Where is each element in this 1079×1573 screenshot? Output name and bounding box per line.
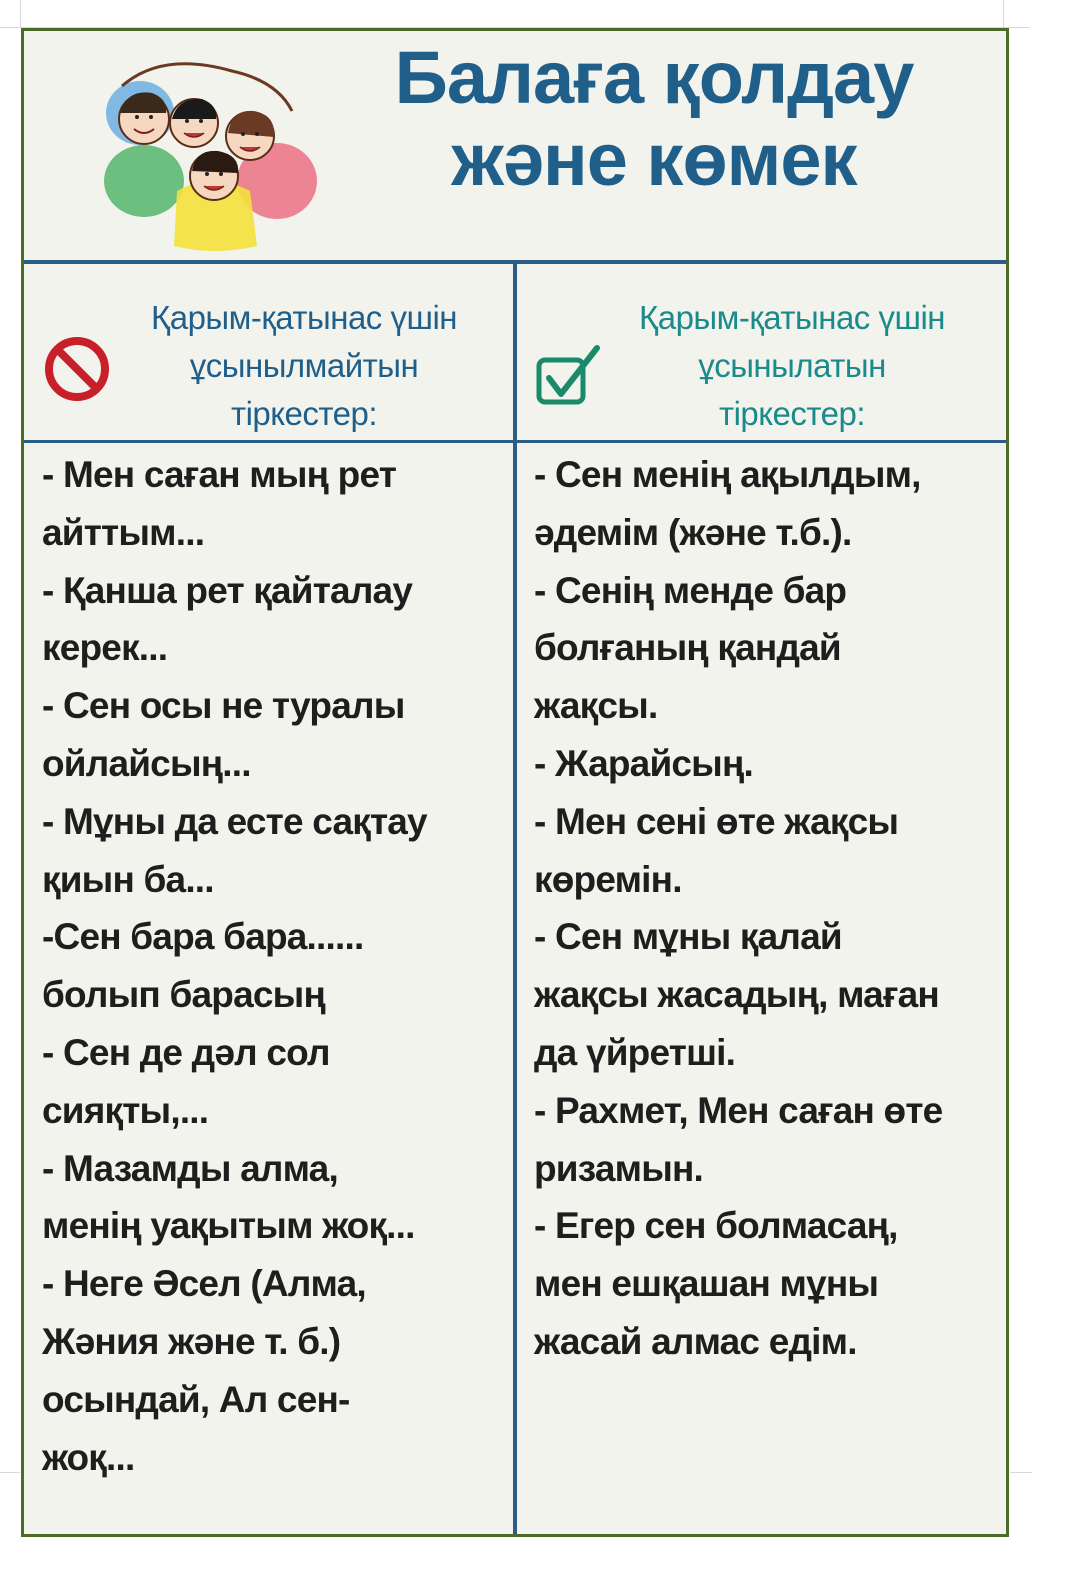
scan-line-bottom-right: [1010, 1472, 1032, 1473]
phrase-line: - Мен сені өте жақсы: [534, 800, 899, 842]
phrase-line: айттым...: [42, 511, 205, 553]
phrase-line: керек...: [42, 627, 168, 669]
phrase-line: сияқты,...: [42, 1089, 209, 1131]
phrase-line: - Сен де дәл сол: [42, 1031, 330, 1073]
not-recommended-heading-text: [94, 294, 514, 438]
recommended-phrases: [534, 446, 1004, 1371]
title-line-2: және көмек: [451, 118, 857, 201]
phrase-line: - Сен мұны қалай: [534, 916, 842, 958]
phrase-line: - Жарайсың.: [534, 742, 753, 784]
phrase-line: болып барасың: [42, 974, 325, 1016]
phrase-line: қиын ба...: [42, 858, 214, 900]
heading-line: ұсынылмайтын: [189, 347, 419, 384]
poster-header: [24, 31, 1006, 261]
recommended-heading-text: [577, 294, 1007, 438]
phrase-line: - Сенің менде бар: [534, 569, 847, 611]
phrase-line: -Сен бара бара......: [42, 916, 364, 958]
phrase-line: - Сен осы не туралы: [42, 685, 405, 727]
heading-line: тіркестер:: [718, 395, 866, 432]
phrase-line: - Сен менің ақылдым,: [534, 454, 921, 495]
not-recommended-heading: [24, 264, 514, 440]
phrase-line: - Мен саған мың рет: [42, 454, 397, 495]
phrase-line: әдемім (және т.б.).: [534, 511, 852, 553]
phrase-line: - Қанша рет қайталау: [42, 569, 413, 611]
phrase-line: осындай, Ал сен-: [42, 1378, 350, 1420]
scan-line-right: [1003, 0, 1004, 27]
scan-line-left: [20, 0, 21, 27]
phrase-line: - Мазамды алма,: [42, 1147, 338, 1189]
phrase-line: болғаның қандай: [534, 627, 841, 669]
heading-line: тіркестер:: [230, 395, 378, 432]
children-illustration: [82, 41, 327, 256]
title-line-1: Балаға қолдау: [394, 36, 914, 119]
column-divider: [513, 264, 517, 1534]
phrase-line: жақсы.: [534, 685, 658, 727]
phrase-list: [534, 446, 1004, 1371]
phrase-line: - Мұны да есте сақтау: [42, 800, 427, 842]
phrase-list: [42, 446, 507, 1486]
not-recommended-phrases: [42, 446, 507, 1486]
phrase-line: ризамын.: [534, 1147, 704, 1189]
poster-card: [21, 28, 1009, 1537]
heading-line: Қарым-қатынас үшін: [639, 299, 945, 336]
scan-line-bottom-left: [0, 1472, 20, 1473]
phrase-line: менің уақытым жоқ...: [42, 1205, 415, 1247]
phrase-line: мен ешқашан мұны: [534, 1263, 879, 1305]
phrase-line: - Неге Әсел (Алма,: [42, 1263, 366, 1305]
phrase-line: жасай алмас едім.: [534, 1320, 857, 1362]
heading-line: ұсынылатын: [698, 347, 886, 384]
phrase-line: Жәния және т. б.): [42, 1320, 341, 1362]
phrase-line: - Егер сен болмасаң,: [534, 1205, 898, 1247]
poster-title: [344, 37, 964, 201]
phrase-line: көремін.: [534, 858, 682, 900]
heading-line: Қарым-қатынас үшін: [151, 299, 457, 336]
phrase-line: жоқ...: [42, 1436, 135, 1478]
phrase-line: ойлайсың...: [42, 742, 251, 784]
phrase-line: жақсы жасадың, маған: [534, 974, 939, 1016]
recommended-heading: [517, 264, 1006, 440]
phrase-line: да үйретші.: [534, 1031, 736, 1073]
phrase-line: - Рахмет, Мен саған өте: [534, 1089, 943, 1131]
